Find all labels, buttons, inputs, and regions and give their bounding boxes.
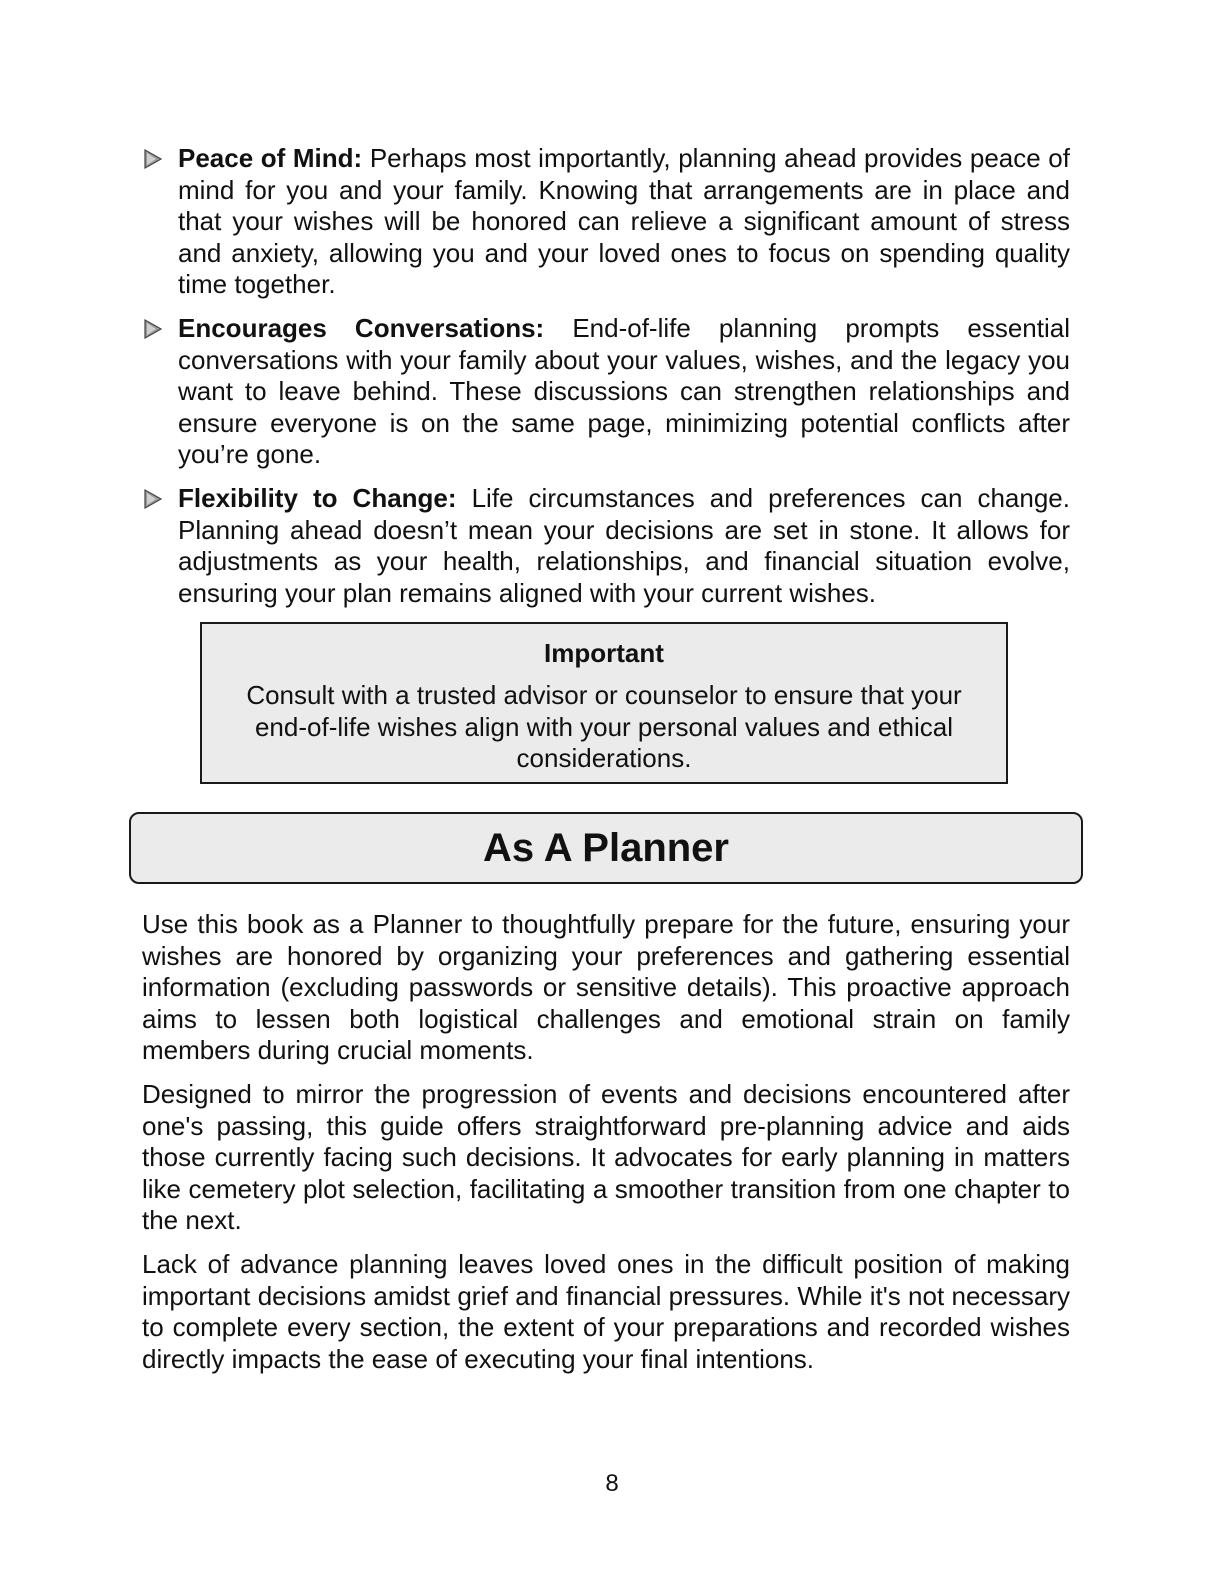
section-header-box [129,812,1083,884]
section-body [142,909,1070,1387]
bullet-title: Peace of Mind: [178,143,363,173]
bullet-text: Life circumstances and preferences can change. Planning ahead doesn’t mean your decisions are set in stone. It allows for adjustments as your health, relationships, and financial situation evolve, ensuring your plan remains aligned with your current wishes. [178,482,1070,608]
important-callout-box [200,622,1008,784]
triangle-bullet-icon [144,489,162,509]
page-number: 8 [605,1470,619,1497]
bullet-item-peace-of-mind [140,143,1070,301]
section-title: As A Planner [483,826,729,870]
callout-title: Important [544,638,664,668]
triangle-bullet-icon [144,149,162,169]
bullet-text: Perhaps most importantly, planning ahead provides peace of mind for you and your family. Knowing that arrangements are in place and that your wishes will be honored can relieve a significant amount of stress and anxiety, allowing you and your loved ones to focus on spending quality time together. [178,143,1070,300]
callout-text: Consult with a trusted advisor or counselor to ensure that your end-of-life wishes align with your personal values and ethical considerations. [246,680,962,774]
bullet-item-flexibility-to-change [140,483,1070,609]
body-paragraph: Lack of advance planning leaves loved ones in the difficult position of making important decisions amidst grief and financial pressures. While it's not necessary to complete every section, the extent of your preparations and recorded wishes directly impacts the ease of executing your final intentions. [142,1248,1070,1374]
bullet-title: Encourages Conversations: [178,312,545,343]
bullet-text: End-of-life planning prompts essential conversations with your family about your values, wishes, and the legacy you want to leave behind. These discussions can strengthen relationships and ensure everyone is on the same page, minimizing potential conflicts after you’re gone. [178,312,1070,470]
body-paragraph: Use this book as a Planner to thoughtfully prepare for the future, ensuring your wishes are honored by organizing your preferences and gathering essential information (excluding passwords or sensitive details). This proactive approach aims to lessen both logistical challenges and emotional strain on family members during crucial moments. [142,909,1070,1066]
triangle-bullet-icon [144,319,162,339]
bullet-item-encourages-conversations [140,313,1070,471]
bullet-title: Flexibility to Change: [178,482,457,513]
benefits-bullet-list [140,143,1070,621]
body-paragraph: Designed to mirror the progression of events and decisions encountered after one's passing, this guide offers straightforward pre-planning advice and aids those currently facing such decisions. It advocates for early planning in matters like cemetery plot selection, facilitating a smoother transition from one chapter to the next. [142,1078,1070,1236]
